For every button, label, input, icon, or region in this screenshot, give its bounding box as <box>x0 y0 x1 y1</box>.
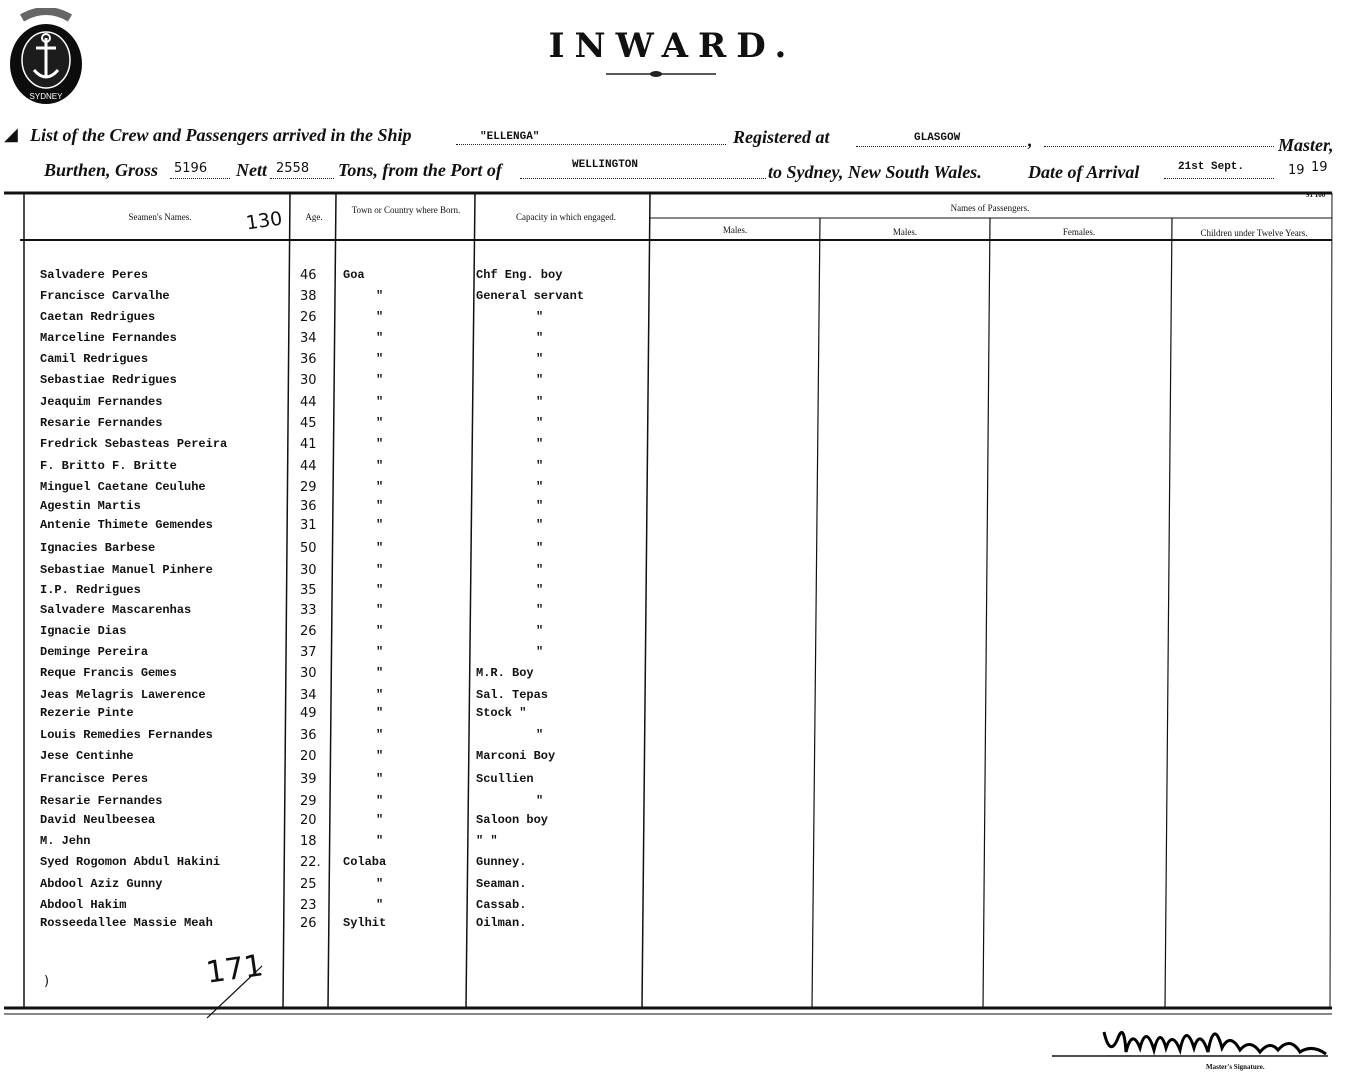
corner-code: 91 100 <box>1306 191 1326 199</box>
entry-arrow-icon: ◢ <box>4 124 18 145</box>
seal-text: SYDNEY <box>29 92 63 101</box>
crew-age: 36 <box>300 499 317 514</box>
registered-at-label: Registered at <box>733 127 830 147</box>
crew-name: Camil Redrigues <box>40 352 149 366</box>
crew-birthplace: " <box>376 603 384 617</box>
crew-age: 41 <box>300 437 317 452</box>
col-header-females: Females. <box>1062 227 1096 237</box>
crew-birthplace: " <box>376 813 384 827</box>
crew-name: Abdool Aziz Gunny <box>40 877 163 891</box>
crew-birthplace: " <box>376 688 384 702</box>
crew-age: 35 <box>300 583 317 598</box>
crew-age: 33 <box>300 603 317 618</box>
crew-name: Ignacie Dias <box>40 624 127 638</box>
crew-capacity: " <box>536 480 544 494</box>
crew-capacity: " <box>536 310 544 324</box>
col-header-age: Age. <box>305 212 323 222</box>
crew-age: 34 <box>300 688 317 703</box>
crew-birthplace: " <box>376 666 384 680</box>
crew-age: 30 <box>300 373 317 388</box>
crew-name: Fredrick Sebasteas Pereira <box>40 437 228 451</box>
crew-name: Antenie Thimete Gemendes <box>40 518 213 532</box>
crew-birthplace: Sylhit <box>343 916 387 930</box>
crew-capacity: " " <box>476 834 498 848</box>
crew-name: Rosseedallee Massie Meah <box>40 916 213 930</box>
crew-birthplace: " <box>376 373 384 387</box>
crew-age: 45 <box>300 416 317 431</box>
names-count-annotation: 130 <box>244 207 284 235</box>
crew-age: 44 <box>300 395 317 410</box>
crew-capacity: " <box>536 645 544 659</box>
crew-name: Ignacies Barbese <box>40 541 156 555</box>
list-label: List of the Crew and Passengers arrived in the Ship <box>30 125 412 145</box>
crew-age: 36 <box>300 352 317 367</box>
crew-capacity: " <box>536 563 544 577</box>
crew-birthplace: " <box>376 459 384 473</box>
crew-capacity: " <box>536 728 544 742</box>
crew-capacity: " <box>536 416 544 430</box>
crew-capacity: Chf Eng. boy <box>476 268 563 282</box>
crew-birthplace: " <box>376 728 384 742</box>
date-value: 21st Sept. <box>1178 161 1245 173</box>
crew-capacity: " <box>536 794 544 808</box>
handwritten-171: 171 <box>203 948 266 991</box>
crew-name: Jese Centinhe <box>40 749 134 763</box>
crew-capacity: Scullien <box>476 772 534 786</box>
col-header-names: Seamen's Names. <box>128 212 192 222</box>
crew-age: 49 <box>300 706 317 721</box>
crew-name: Syed Rogomon Abdul Hakini <box>40 855 221 869</box>
burthen-label: Burthen, Gross <box>44 160 159 180</box>
nett-label: Nett <box>236 160 267 180</box>
crew-capacity: Marconi Boy <box>476 749 556 763</box>
crew-age: 34 <box>300 331 317 346</box>
crew-age: 30 <box>300 666 317 681</box>
crew-birthplace: " <box>376 499 384 513</box>
crew-birthplace: " <box>376 583 384 597</box>
crew-capacity: Oilman. <box>476 916 527 930</box>
crew-age: 50 <box>300 541 317 556</box>
col-header-capacity: Capacity in which engaged. <box>516 212 616 222</box>
crew-capacity: M.R. Boy <box>476 666 534 680</box>
master-signature-icon <box>1100 1018 1330 1064</box>
crew-capacity: " <box>536 518 544 532</box>
crew-capacity: Stock " <box>476 706 527 720</box>
crew-age: 20 <box>300 749 317 764</box>
crew-age: 26 <box>300 624 317 639</box>
crew-capacity: Saloon boy <box>476 813 549 827</box>
crew-capacity: " <box>536 437 544 451</box>
crew-birthplace: " <box>376 749 384 763</box>
col-header-males-1: Males. <box>722 225 748 235</box>
crew-birthplace: " <box>376 706 384 720</box>
crew-age: 20 <box>300 813 317 828</box>
crew-name: David Neulbeesea <box>40 813 156 827</box>
crew-birthplace: " <box>376 898 384 912</box>
crew-capacity: " <box>536 395 544 409</box>
crew-name: Resarie Fernandes <box>40 416 163 430</box>
crew-name: Francisce Peres <box>40 772 149 786</box>
crew-capacity: Sal. Tepas <box>476 688 549 702</box>
crew-birthplace: " <box>376 834 384 848</box>
tons-from-port-label: Tons, from the Port of <box>338 160 502 180</box>
gross-value: 5196 <box>174 161 208 176</box>
crew-age: 36 <box>300 728 317 743</box>
crew-name: Rezerie Pinte <box>40 706 134 720</box>
master-label: Master, <box>1278 135 1334 155</box>
ship-name-value: "ELLENGA" <box>480 131 540 143</box>
crew-birthplace: " <box>376 541 384 555</box>
crew-name: Jeaquim Fernandes <box>40 395 163 409</box>
nett-value: 2558 <box>276 161 310 176</box>
crew-name: Deminge Pereira <box>40 645 149 659</box>
crew-name: Louis Remedies Fernandes <box>40 728 213 742</box>
crew-capacity: " <box>536 624 544 638</box>
col-header-passengers: Names of Passengers. <box>950 203 1030 213</box>
crew-birthplace: " <box>376 437 384 451</box>
crew-age: 25 <box>300 877 317 892</box>
crew-capacity: Cassab. <box>476 898 527 912</box>
port-value: WELLINGTON <box>572 159 639 171</box>
crew-age: 22. <box>300 855 321 870</box>
crew-name: Abdool Hakim <box>40 898 127 912</box>
crew-capacity: " <box>536 583 544 597</box>
crew-capacity: " <box>536 331 544 345</box>
registered-at-value: GLASGOW <box>914 132 961 144</box>
crew-birthplace: " <box>376 518 384 532</box>
crew-age: 39 <box>300 772 317 787</box>
crew-birthplace: " <box>376 480 384 494</box>
crew-birthplace: " <box>376 624 384 638</box>
crew-age: 38 <box>300 289 317 304</box>
crew-birthplace: " <box>376 310 384 324</box>
crew-birthplace: " <box>376 794 384 808</box>
registered-comma: , <box>1028 130 1033 150</box>
crew-age: 26 <box>300 916 317 931</box>
crew-capacity: Seaman. <box>476 877 527 891</box>
crew-capacity: " <box>536 352 544 366</box>
crew-name: Francisce Carvalhe <box>40 289 170 303</box>
crew-name: F. Britto F. Britte <box>40 459 177 473</box>
crew-birthplace: " <box>376 331 384 345</box>
col-header-males-2: Males. <box>892 227 918 237</box>
crew-birthplace: " <box>376 645 384 659</box>
crew-capacity: " <box>536 499 544 513</box>
crew-name: Caetan Redrigues <box>40 310 156 324</box>
crew-birthplace: " <box>376 772 384 786</box>
crew-name: Sebastiae Redrigues <box>40 373 177 387</box>
crew-birthplace: Goa <box>343 268 365 282</box>
crew-name: Salvadere Mascarenhas <box>40 603 192 617</box>
crew-name: M. Jehn <box>40 834 91 848</box>
crew-age: 37 <box>300 645 317 660</box>
crew-capacity: " <box>536 373 544 387</box>
crew-age: 29 <box>300 794 317 809</box>
crew-birthplace: " <box>376 289 384 303</box>
crew-birthplace: " <box>376 395 384 409</box>
crew-birthplace: " <box>376 877 384 891</box>
crew-capacity: Gunney. <box>476 855 527 869</box>
master-signature-label: Master's Signature. <box>1206 1063 1265 1071</box>
crew-birthplace: " <box>376 416 384 430</box>
side-mark: ) <box>44 974 50 989</box>
crew-name: Minguel Caetane Ceuluhe <box>40 480 206 494</box>
col-header-children: Children under Twelve Years. <box>1200 228 1308 238</box>
crew-age: 26 <box>300 310 317 325</box>
crew-name: Marceline Fernandes <box>40 331 177 345</box>
crew-name: Jeas Melagris Lawerence <box>40 688 206 702</box>
to-sydney-label: to Sydney, New South Wales. <box>768 162 982 182</box>
crew-birthplace: Colaba <box>343 855 387 869</box>
crew-name: Salvadere Peres <box>40 268 149 282</box>
crew-age: 29 <box>300 480 317 495</box>
col-header-town: Town or Country where Born. <box>351 205 461 215</box>
crew-capacity: General servant <box>476 289 585 303</box>
crew-capacity: " <box>536 541 544 555</box>
crew-birthplace: " <box>376 352 384 366</box>
crew-name: Agestin Martis <box>40 499 141 513</box>
crew-name: Sebastiae Manuel Pinhere <box>40 563 213 577</box>
page-title: INWARD. <box>548 26 797 66</box>
year-prefix: 19 <box>1288 163 1305 178</box>
crew-name: Resarie Fernandes <box>40 794 163 808</box>
crew-capacity: " <box>536 603 544 617</box>
crew-name: I.P. Redrigues <box>40 583 141 597</box>
crew-name: Reque Francis Gemes <box>40 666 177 680</box>
crew-age: 30 <box>300 563 317 578</box>
crew-birthplace: " <box>376 563 384 577</box>
crew-age: 23 <box>300 898 317 913</box>
crew-age: 44 <box>300 459 317 474</box>
crew-capacity: " <box>536 459 544 473</box>
crew-age: 18 <box>300 834 317 849</box>
crew-age: 46 <box>300 268 317 283</box>
year-suffix: 19 <box>1311 160 1328 175</box>
date-of-arrival-label: Date of Arrival <box>1028 162 1140 182</box>
crew-age: 31 <box>300 518 317 533</box>
